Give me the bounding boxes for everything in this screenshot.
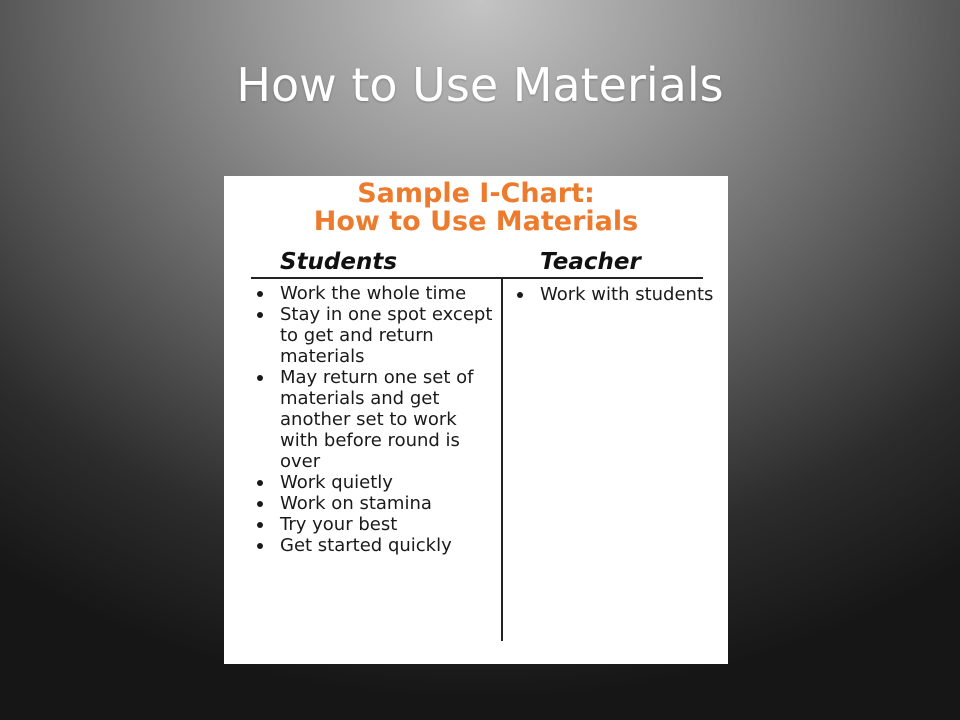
teacher-list bbox=[514, 284, 714, 305]
bullet-icon bbox=[257, 501, 263, 507]
list-item bbox=[254, 283, 494, 304]
bullet-icon bbox=[257, 543, 263, 549]
list-item-text: Work quietly bbox=[280, 472, 393, 493]
students-column-header: Students bbox=[280, 249, 398, 275]
list-item-text: Work the whole time bbox=[280, 283, 467, 304]
list-item-text: Try your best bbox=[280, 514, 398, 535]
bullet-icon bbox=[257, 480, 263, 486]
list-item-text: May return one set of materials and get another set to work with before round is over bbox=[280, 367, 474, 472]
list-item-text: Work with students bbox=[540, 284, 714, 305]
list-item bbox=[254, 535, 494, 556]
bullet-icon bbox=[257, 312, 263, 318]
list-item bbox=[254, 304, 494, 367]
list-item-text: Get started quickly bbox=[280, 535, 452, 556]
slide-title: How to Use Materials bbox=[236, 58, 724, 112]
list-item bbox=[254, 367, 494, 472]
i-chart-image bbox=[224, 176, 728, 664]
bullet-icon bbox=[517, 292, 523, 298]
list-item bbox=[254, 472, 494, 493]
list-item bbox=[254, 514, 494, 535]
bullet-icon bbox=[257, 375, 263, 381]
bullet-icon bbox=[257, 522, 263, 528]
bullet-icon bbox=[257, 291, 263, 297]
header-divider bbox=[251, 277, 703, 279]
list-item bbox=[254, 493, 494, 514]
chart-heading-line1: Sample I-Chart: bbox=[357, 178, 595, 209]
teacher-column-header: Teacher bbox=[540, 249, 641, 275]
list-item-text: Stay in one spot except to get and return materials bbox=[280, 304, 493, 367]
list-item bbox=[514, 284, 714, 305]
list-item-text: Work on stamina bbox=[280, 493, 432, 514]
column-divider bbox=[501, 277, 503, 641]
chart-heading-line2: How to Use Materials bbox=[313, 206, 639, 237]
students-list bbox=[254, 283, 494, 556]
